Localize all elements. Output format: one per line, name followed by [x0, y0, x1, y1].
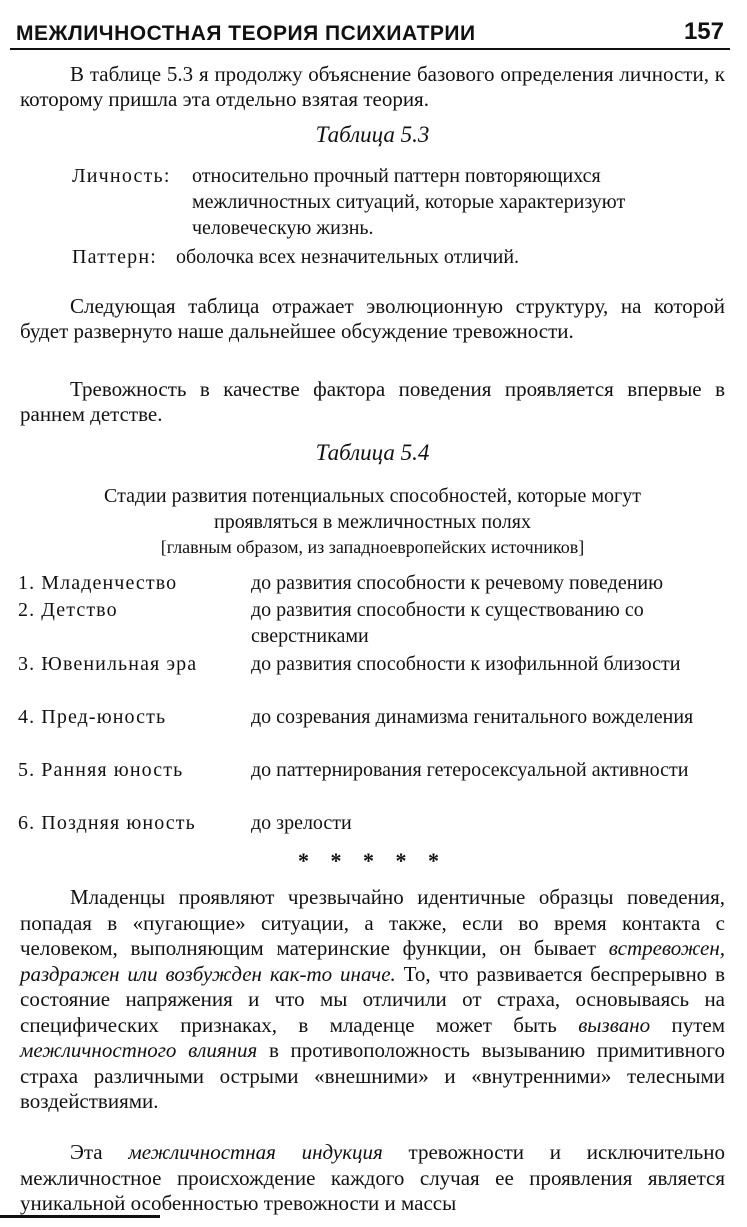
- paragraph-infants: [20, 885, 725, 1115]
- stage-name: 5. Ранняя юность: [18, 759, 184, 781]
- text-run-italic: вызвано: [578, 1012, 651, 1037]
- stage-name: 4. Пред-юность: [18, 706, 167, 728]
- running-title: МЕЖЛИЧНОСТНАЯ ТЕОРИЯ ПСИХИАТРИИ: [16, 22, 476, 45]
- stage-desc: до развития способности к изофильнной близости: [251, 653, 681, 675]
- paragraph-anxiety: Тревожность в качестве фактора поведения проявляется впервые в раннем детстве.: [20, 377, 725, 426]
- definition-text: относительно прочный паттерн повторяющихся межличностных ситуаций, которые характеризуют человеческую жизнь.: [192, 165, 626, 239]
- table-5-4-subtitle-line2: проявляться в межличностных полях: [214, 511, 531, 533]
- text-run-italic: межличностного влияния: [20, 1038, 258, 1062]
- stage-desc: до паттернирования гетеросексуальной активности: [251, 759, 689, 781]
- text-run: То, что развивается беспрерывно в состояние напряжения и что мы отличили от страха, основываясь на специфических признаках, в младенце может быть: [20, 961, 725, 1037]
- page-number: 157: [683, 18, 724, 45]
- paragraph-structure: Следующая таблица отражает эволюционную структуру, на которой будет развернуто наше дальнейшее обсуждение тревожности.: [20, 294, 725, 343]
- stage-desc: до развития способности к существованию со сверстниками: [251, 599, 644, 647]
- stage-desc: до развития способности к речевому поведению: [251, 572, 664, 594]
- definition-text: оболочка всех незначительных отличий.: [176, 246, 520, 268]
- bottom-scan-edge: [0, 1215, 160, 1218]
- stage-desc: до созревания динамизма генитального вожделения: [251, 706, 694, 728]
- text-run-italic: межличностная индукция: [128, 1140, 383, 1164]
- section-separator: * * * * *: [298, 848, 447, 873]
- table-5-4-caption: Таблица 5.4: [315, 440, 430, 465]
- text-run: тревожности и исключительно межличностное происхождение каждого случая ее проявления является уникальной особенностью тревожности и массы: [20, 1140, 725, 1215]
- running-head: [10, 18, 730, 50]
- text-run: Младенцы проявляют чрезвычайно идентичные образцы поведения, попадая в «пугающие» ситуации, а также, если во время контакта с человеком, выполняющим материнские функции, он бывает: [20, 885, 725, 960]
- table-5-4-source-note: [главным образом, из западноевропейских источников]: [160, 537, 585, 557]
- text-run: в противоположность вызыванию примитивного страха различными острыми «внешними» и «внутренними» телесными воздействиями.: [20, 1038, 726, 1113]
- stage-name: 2. Детство: [18, 599, 118, 621]
- text-run-italic: встревожен, раздражен или возбужден как-то иначе.: [20, 936, 725, 986]
- stage-name: 1. Младенчество: [18, 572, 178, 594]
- text-run: Эта: [70, 1140, 129, 1164]
- intro-paragraph: В таблице 5.3 я продолжу объяснение базового определения личности, к которому пришла эта отдельно взятая теория.: [20, 62, 725, 111]
- stage-name: 3. Ювенильная эра: [18, 653, 198, 675]
- definition-term: Личность:: [72, 165, 171, 187]
- stage-desc: до зрелости: [251, 812, 352, 834]
- stage-name: 6. Поздняя юность: [18, 812, 196, 834]
- text-run: путем: [650, 1012, 725, 1037]
- table-5-4-subtitle-line1: Стадии развития потенциальных способностей, которые могут: [104, 485, 641, 507]
- definition-term: Паттерн:: [72, 246, 158, 268]
- paragraph-induction: [20, 1140, 725, 1217]
- table-5-3-caption: Таблица 5.3: [315, 122, 430, 147]
